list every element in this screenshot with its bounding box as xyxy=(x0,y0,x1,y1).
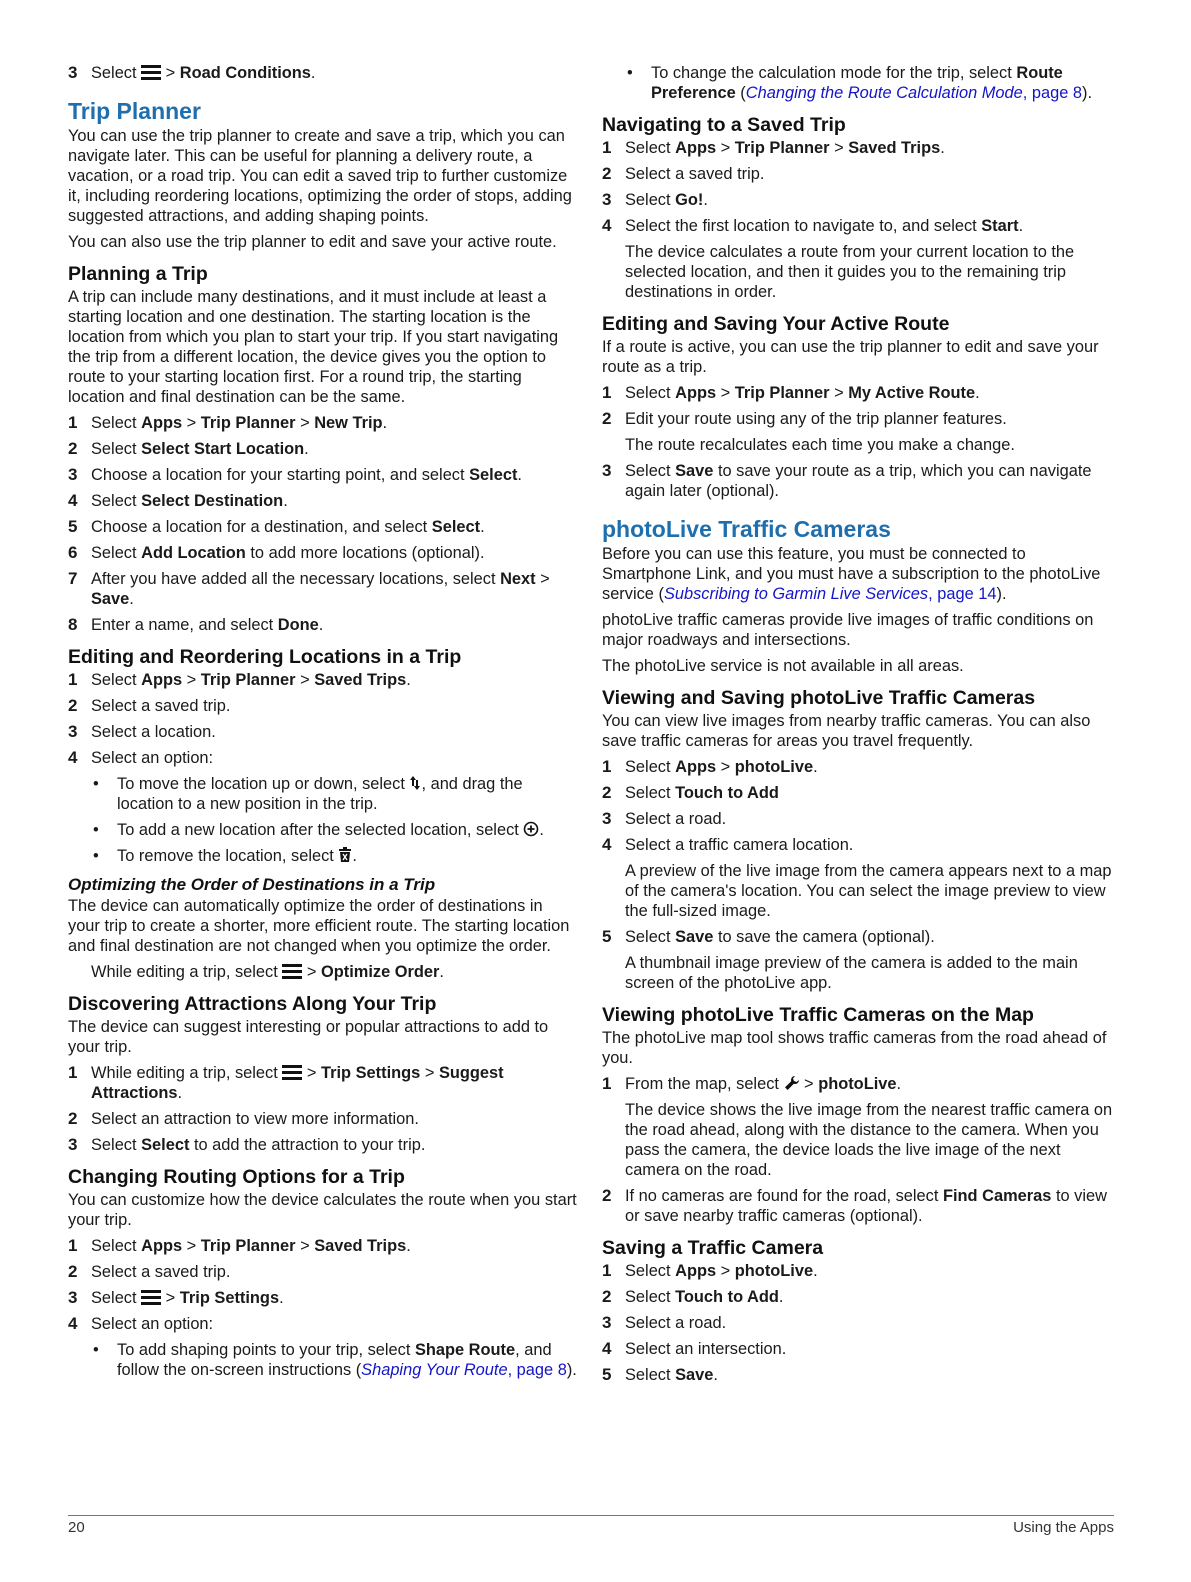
section-title-photolive: photoLive Traffic Cameras xyxy=(602,516,891,542)
paragraph: A trip can include many destinations, and it must include at least a starting location and one destination. The starting location is the location from which you plan to start your trip. If you start navigating the trip from a different location, the device gives you the option to route to your starting location first. For a round trip, the starting location and final destination can be the same. xyxy=(68,288,559,406)
paragraph: You can customize how the device calculates the route when you start your trip. xyxy=(68,1191,577,1229)
instruction-note: While editing a trip, select > Optimize Order. xyxy=(91,963,444,981)
step-text: Select > Trip Settings. xyxy=(91,1289,284,1307)
paragraph: The photoLive service is not available in all areas. xyxy=(602,657,964,675)
paragraph: If a route is active, you can use the trip planner to edit and save your route as a trip. xyxy=(602,338,1099,376)
step-number: 1 xyxy=(68,670,78,689)
step xyxy=(68,569,578,609)
heading-editing-active-route: Editing and Saving Your Active Route xyxy=(602,313,950,335)
step-number: 2 xyxy=(68,439,78,458)
bullet-item xyxy=(625,63,1114,103)
bullet-mark: • xyxy=(93,847,99,865)
step xyxy=(68,491,578,511)
step-text: Select Apps > Trip Planner > My Active Route. xyxy=(625,384,980,402)
step-text: Select Apps > Trip Planner > Saved Trips. xyxy=(91,671,411,689)
heading-navigating-saved-trip: Navigating to a Saved Trip xyxy=(602,114,846,136)
heading-discovering-attractions: Discovering Attractions Along Your Trip xyxy=(68,993,437,1015)
step-text: Select Select Destination. xyxy=(91,492,288,510)
step-number: 5 xyxy=(68,517,78,536)
step-number: 6 xyxy=(68,543,78,562)
bullet-item xyxy=(91,1340,578,1380)
left-column xyxy=(68,63,578,1386)
instruction-note: The device calculates a route from your current location to the selected location, and then it guides you to the remaining trip destinations in order. xyxy=(625,243,1075,301)
instruction-note: The route recalculates each time you make a change. xyxy=(625,436,1015,454)
step-number: 1 xyxy=(602,757,612,776)
page-number: 20 xyxy=(68,1519,85,1536)
step-number: 3 xyxy=(68,722,78,741)
step xyxy=(68,1262,578,1282)
heading-viewing-saving-cameras: Viewing and Saving photoLive Traffic Cameras xyxy=(602,687,1036,709)
right-column xyxy=(602,63,1114,1391)
step-text: Select a road. xyxy=(625,1314,727,1332)
step-text: After you have added all the necessary locations, select Next > Save. xyxy=(91,570,550,608)
step-number: 3 xyxy=(602,1313,612,1332)
step xyxy=(68,517,578,537)
heading-planning-a-trip: Planning a Trip xyxy=(68,263,208,285)
step-number: 3 xyxy=(602,461,612,480)
step-number: 3 xyxy=(68,465,78,484)
menu-icon xyxy=(282,1065,302,1080)
step xyxy=(68,439,578,459)
step-text: Choose a location for your starting point, and select Select. xyxy=(91,466,522,484)
paragraph: You can view live images from nearby traffic cameras. You can also save traffic cameras for areas you travel frequently. xyxy=(602,712,1091,750)
step-number: 1 xyxy=(68,413,78,432)
step-text: Select a saved trip. xyxy=(91,697,231,715)
step-text: Select an option: xyxy=(91,749,214,767)
menu-icon xyxy=(141,1290,161,1305)
step-text: While editing a trip, select > Trip Settings > Suggest Attractions. xyxy=(91,1064,504,1102)
step-number: 4 xyxy=(602,1339,612,1358)
step-number: 2 xyxy=(602,1287,612,1306)
add-circle-icon xyxy=(523,821,539,837)
step-number: 3 xyxy=(602,809,612,828)
step-text: Select Touch to Add xyxy=(625,784,779,802)
step-text: Select a traffic camera location. xyxy=(625,836,854,854)
step-text: Select Go!. xyxy=(625,191,708,209)
step xyxy=(602,809,1114,829)
paragraph: You can use the trip planner to create and save a trip, which you can navigate later. This can be useful for planning a delivery route, a vacation, or a road trip. You can edit a saved trip to further customize it, including reordering locations, optimizing the order of stops, adding suggested attractions, and adding shaping points. xyxy=(68,127,572,225)
section-title-trip-planner: Trip Planner xyxy=(68,98,201,124)
step-text: If no cameras are found for the road, select Find Cameras to view or save nearby traffic cameras (optional). xyxy=(625,1187,1107,1225)
paragraph: The device can suggest interesting or popular attractions to add to your trip. xyxy=(68,1018,549,1056)
paragraph: The device can automatically optimize the order of destinations in your trip to create a shorter, more efficient route. The starting location and final destination are not changed when you optimize the order. xyxy=(68,897,570,955)
step xyxy=(68,696,578,716)
menu-icon xyxy=(282,964,302,979)
link-route-calculation-mode[interactable]: Changing the Route Calculation Mode xyxy=(745,84,1023,102)
step xyxy=(68,1314,578,1334)
step-number: 7 xyxy=(68,569,78,588)
link-subscribing-live-services[interactable]: Subscribing to Garmin Live Services xyxy=(663,585,929,603)
step xyxy=(602,757,1114,777)
step xyxy=(602,1365,1114,1385)
step-text: Select an intersection. xyxy=(625,1340,787,1358)
step-text: From the map, select > photoLive. xyxy=(625,1075,902,1093)
paragraph: You can also use the trip planner to edit and save your active route. xyxy=(68,233,557,251)
step xyxy=(602,1186,1114,1226)
step-text: Select Select to add the attraction to your trip. xyxy=(91,1136,426,1154)
step-text: Select an option: xyxy=(91,1315,214,1333)
paragraph: Before you can use this feature, you must be connected to Smartphone Link, and you must have a subscription to the photoLive service (Subscribing to Garmin Live Services, page 14). xyxy=(602,545,1101,603)
step-number: 1 xyxy=(602,1074,612,1093)
step xyxy=(602,383,1114,403)
paragraph: The photoLive map tool shows traffic cameras from the road ahead of you. xyxy=(602,1029,1107,1067)
step-number: 1 xyxy=(602,1261,612,1280)
link-shaping-your-route[interactable]: Shaping Your Route xyxy=(361,1361,508,1379)
step-text: Select Apps > Trip Planner > New Trip. xyxy=(91,414,388,432)
step-number: 8 xyxy=(68,615,78,634)
step-number: 2 xyxy=(68,696,78,715)
bullet-mark: • xyxy=(93,1341,99,1359)
step xyxy=(68,1288,578,1308)
instruction-note: The device shows the live image from the nearest traffic camera on the road ahead, along with the distance to the camera. When you pass the camera, the device loads the live image of the next camera on the road. xyxy=(625,1101,1113,1179)
step-number: 3 xyxy=(68,1288,78,1307)
step xyxy=(602,190,1114,210)
step xyxy=(68,1109,578,1129)
step xyxy=(602,409,1114,429)
instruction-note: A preview of the live image from the camera appears next to a map of the camera's location. You can select the image preview to view the full-sized image. xyxy=(625,862,1112,920)
wrench-icon xyxy=(784,1075,800,1091)
step xyxy=(602,1287,1114,1307)
step xyxy=(602,1339,1114,1359)
step xyxy=(68,722,578,742)
step-number: 2 xyxy=(68,1262,78,1281)
step-number: 3 xyxy=(68,63,78,82)
bullet-mark: • xyxy=(93,821,99,839)
step xyxy=(68,1135,578,1155)
bullet-mark: • xyxy=(627,64,633,82)
step xyxy=(68,543,578,563)
step-text: Select a road. xyxy=(625,810,727,828)
step-number: 1 xyxy=(602,138,612,157)
step-text: Select Save to save the camera (optional). xyxy=(625,928,935,946)
step xyxy=(602,927,1114,947)
step xyxy=(602,461,1114,501)
step xyxy=(602,1261,1114,1281)
step-text: Select a saved trip. xyxy=(91,1263,231,1281)
step-number: 3 xyxy=(68,1135,78,1154)
move-up-down-icon xyxy=(409,775,421,791)
step-text: Select Select Start Location. xyxy=(91,440,309,458)
step-text: Select Save to save your route as a trip, which you can navigate again later (optional). xyxy=(625,462,1092,500)
step xyxy=(68,465,578,485)
step-number: 2 xyxy=(602,409,612,428)
bullet-item xyxy=(91,846,578,866)
step-number: 1 xyxy=(68,1063,78,1082)
link-page-ref[interactable]: , page 8 xyxy=(507,1361,567,1379)
bullet-text: To remove the location, select . xyxy=(117,847,357,865)
bullet-item xyxy=(91,774,578,814)
bullet-text: To change the calculation mode for the trip, select Route Preference (Changing the Route Calculation Mode, page 8). xyxy=(651,64,1093,102)
heading-changing-routing-options: Changing Routing Options for a Trip xyxy=(68,1166,405,1188)
step xyxy=(68,1063,578,1103)
step-number: 1 xyxy=(602,383,612,402)
footer-section-name: Using the Apps xyxy=(1013,1519,1114,1536)
heading-optimizing-order: Optimizing the Order of Destinations in a Trip xyxy=(68,875,436,894)
step xyxy=(68,1236,578,1256)
step-number: 1 xyxy=(68,1236,78,1255)
step-number: 4 xyxy=(68,748,78,767)
footer-divider xyxy=(68,1515,1114,1516)
step-text: Select Touch to Add. xyxy=(625,1288,784,1306)
step xyxy=(602,783,1114,803)
step-text: Select a location. xyxy=(91,723,216,741)
step-text: Select Apps > Trip Planner > Saved Trips. xyxy=(625,139,945,157)
heading-editing-reordering: Editing and Reordering Locations in a Trip xyxy=(68,646,462,668)
step xyxy=(602,835,1114,855)
step xyxy=(602,164,1114,184)
bullet-text: To add a new location after the selected location, select . xyxy=(117,821,544,839)
step xyxy=(68,63,578,83)
step-text: Select Save. xyxy=(625,1366,718,1384)
step-text: Choose a location for a destination, and select Select. xyxy=(91,518,485,536)
step xyxy=(602,1074,1114,1094)
step xyxy=(68,413,578,433)
step xyxy=(68,670,578,690)
step-number: 2 xyxy=(602,164,612,183)
step-text: Select an attraction to view more information. xyxy=(91,1110,419,1128)
link-page-ref[interactable]: , page 14 xyxy=(928,585,997,603)
step-number: 4 xyxy=(68,1314,78,1333)
bullet-mark: • xyxy=(93,775,99,793)
step-text: Select Apps > Trip Planner > Saved Trips. xyxy=(91,1237,411,1255)
step-number: 4 xyxy=(68,491,78,510)
step-text: Select Add Location to add more locations (optional). xyxy=(91,544,485,562)
step-number: 2 xyxy=(602,783,612,802)
step-number: 4 xyxy=(602,216,612,235)
trash-icon xyxy=(338,847,352,863)
step xyxy=(68,748,578,768)
heading-saving-traffic-camera: Saving a Traffic Camera xyxy=(602,1237,824,1259)
step xyxy=(602,216,1114,236)
bullet-item xyxy=(91,820,578,840)
step-number: 3 xyxy=(602,190,612,209)
step-number: 5 xyxy=(602,927,612,946)
step-number: 2 xyxy=(602,1186,612,1205)
step-text: Enter a name, and select Done. xyxy=(91,616,324,634)
step-text: Select Apps > photoLive. xyxy=(625,758,818,776)
step-text: Select a saved trip. xyxy=(625,165,765,183)
step-text: Select the first location to navigate to, and select Start. xyxy=(625,217,1024,235)
paragraph: photoLive traffic cameras provide live images of traffic conditions on major roadways and intersections. xyxy=(602,611,1094,649)
step-text: Select > Road Conditions. xyxy=(91,64,316,82)
step xyxy=(602,138,1114,158)
step xyxy=(602,1313,1114,1333)
step-text: Edit your route using any of the trip planner features. xyxy=(625,410,1007,428)
step-text: Select Apps > photoLive. xyxy=(625,1262,818,1280)
bullet-text: To move the location up or down, select , and drag the location to a new position in the trip. xyxy=(117,775,523,813)
link-page-ref[interactable]: , page 8 xyxy=(1022,84,1083,102)
heading-cameras-on-map: Viewing photoLive Traffic Cameras on the Map xyxy=(602,1004,1034,1026)
menu-icon xyxy=(141,65,161,80)
step-number: 5 xyxy=(602,1365,612,1384)
bullet-text: To add shaping points to your trip, select Shape Route, and follow the on-screen instructions (Shaping Your Route, page 8). xyxy=(117,1341,577,1379)
step xyxy=(68,615,578,635)
instruction-note: A thumbnail image preview of the camera is added to the main screen of the photoLive app. xyxy=(625,954,1078,992)
step-number: 4 xyxy=(602,835,612,854)
step-number: 2 xyxy=(68,1109,78,1128)
